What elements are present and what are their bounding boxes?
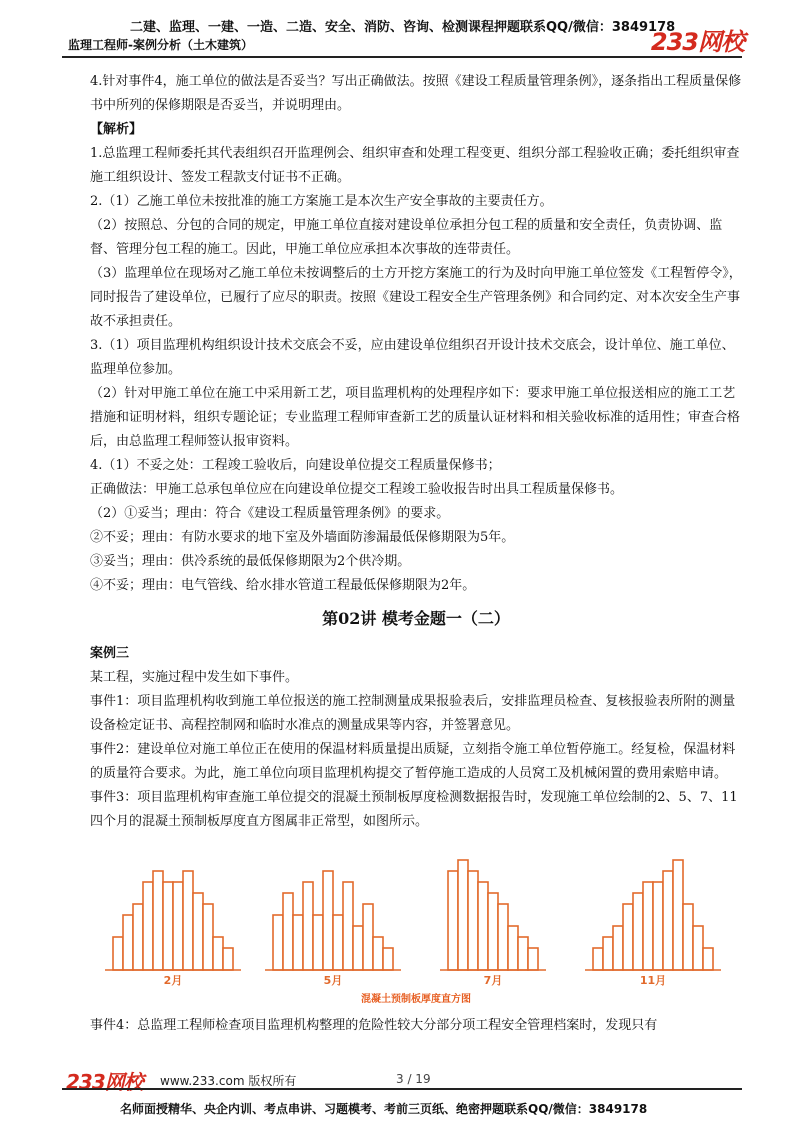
histogram-month-label: 11月 <box>639 974 667 987</box>
histogram-bar <box>593 948 603 970</box>
case-intro: 某工程，实施过程中发生如下事件。 <box>90 670 299 685</box>
event-1: 事件1：项目监理机构收到施工单位报送的施工控制测量成果报验表后，安排监理员检查、复核报验表所附的测量设备检定证书、高程控制网和临时水准点的测量成果等内容，并签署意见。 <box>90 694 736 733</box>
histogram-bar <box>383 948 393 970</box>
histogram-month-label: 5月 <box>323 974 343 987</box>
histogram-bar <box>353 926 363 970</box>
histogram-bar <box>488 893 498 970</box>
histogram-bar <box>643 882 653 970</box>
histogram-month-label: 2月 <box>163 974 183 987</box>
histogram-bar <box>373 937 383 970</box>
histogram-bar <box>313 915 323 970</box>
answer-4-5: ③妥当；理由：供冷系统的最低保修期限为2个供冷期。 <box>90 554 411 569</box>
histogram-bar <box>323 871 333 970</box>
event-2: 事件2：建设单位对施工单位正在使用的保温材料质量提出质疑，立刻指令施工单位暂停施工。经复检，保温材料的质量符合要求。为此，施工单位向项目监理机构提交了暂停施工造成的人员窝工及机械闲置的费用索赔申请。 <box>90 742 736 781</box>
page-number: 3 / 19 <box>396 1072 431 1086</box>
histogram-bar <box>333 915 343 970</box>
histogram-chart <box>90 838 742 988</box>
histogram-bar <box>123 915 133 970</box>
histogram-bar <box>203 904 213 970</box>
document-body <box>90 70 742 1038</box>
footer-bottom-line: 名师面授精华、央企内训、考点串讲、习题模考、考前三页纸、绝密押题联系QQ/微信：3849178 <box>120 1102 648 1116</box>
histogram-bar <box>193 893 203 970</box>
analysis-heading: 【解析】 <box>90 122 143 137</box>
histogram-bar <box>223 948 233 970</box>
histogram-figure <box>90 838 742 1008</box>
header-top-line: 二建、监理、一建、一造、二造、安全、消防、咨询、检测课程押题联系QQ/微信：3849178 <box>130 20 676 35</box>
histogram-bar <box>633 893 643 970</box>
histogram-bar <box>683 904 693 970</box>
answer-4-2: 正确做法：甲施工总承包单位应在向建设单位提交工程竣工验收报告时出具工程质量保修书。 <box>90 482 624 497</box>
histogram-bar <box>498 904 508 970</box>
histogram-bar <box>293 915 303 970</box>
histogram-bar <box>283 893 293 970</box>
footer-copyright: www.233.com 版权所有 <box>160 1074 297 1088</box>
histogram-bar <box>653 882 663 970</box>
histogram-bar <box>273 915 283 970</box>
answer-3-2: （2）针对甲施工单位在施工中采用新工艺，项目监理机构的处理程序如下：要求甲施工单位报送相应的施工工艺措施和证明材料，组织专题论证；专业监理工程师审查新工艺的质量认证材料和相关验收标准的适用性；审查合格后，由总监理工程师签认报审资料。 <box>90 386 741 449</box>
histogram-bar <box>508 926 518 970</box>
question-4: 4.针对事件4，施工单位的做法是否妥当？写出正确做法。按照《建设工程质量管理条例》，逐条指出工程质量保修书中所列的保修期限是否妥当，并说明理由。 <box>90 74 742 113</box>
histogram-bar <box>143 882 153 970</box>
answer-3-1: 3.（1）项目监理机构组织设计技术交底会不妥，应由建设单位组织召开设计技术交底会，设计单位、施工单位、监理单位参加。 <box>90 338 735 377</box>
histogram-month-label: 7月 <box>483 974 503 987</box>
histogram-bar <box>343 882 353 970</box>
answer-4-3: （2）①妥当；理由：符合《建设工程质量管理条例》的要求。 <box>90 506 450 521</box>
histogram-bar <box>163 882 173 970</box>
header-subtitle: 监理工程师-案例分析（土木建筑） <box>68 38 253 52</box>
histogram-bar <box>173 882 183 970</box>
histogram-bar <box>183 871 193 970</box>
answer-2-3: （3）监理单位在现场对乙施工单位未按调整后的土方开挖方案施工的行为及时向甲施工单位签发《工程暂停令》，同时报告了建设单位，已履行了应尽的职责。按照《建设工程安全生产管理条例》和合同约定、对本次安全生产事故不承担责任。 <box>90 266 742 329</box>
event-4: 事件4：总监理工程师检查项目监理机构整理的危险性较大分部分项工程安全管理档案时，发现只有 <box>90 1018 658 1033</box>
answer-4-4: ②不妥；理由：有防水要求的地下室及外墙面防渗漏最低保修期限为5年。 <box>90 530 515 545</box>
case-title: 案例三 <box>90 646 130 661</box>
histogram-bar <box>518 937 528 970</box>
histogram-bar <box>468 871 478 970</box>
histogram-bar <box>478 882 488 970</box>
histogram-bar <box>673 860 683 970</box>
footer-rule <box>62 1088 742 1090</box>
figure-caption: 混凝土预制板厚度直方图 <box>361 994 471 1005</box>
histogram-bar <box>153 871 163 970</box>
answer-4-6: ④不妥；理由：电气管线、给水排水管道工程最低保修期限为2年。 <box>90 578 476 593</box>
histogram-bar <box>623 904 633 970</box>
histogram-panel-1 <box>265 871 401 987</box>
histogram-panel-3 <box>585 860 721 987</box>
histogram-bar <box>603 937 613 970</box>
histogram-bar <box>363 904 373 970</box>
histogram-bar <box>213 937 223 970</box>
event-3: 事件3：项目监理机构审查施工单位提交的混凝土预制板厚度检测数据报告时，发现施工单位绘制的2、5、7、11四个月的混凝土预制板厚度直方图属非正常型，如图所示。 <box>90 790 738 829</box>
histogram-bar <box>113 937 123 970</box>
answer-2-1: 2.（1）乙施工单位未按批准的施工方案施工是本次生产安全事故的主要责任方。 <box>90 194 553 209</box>
answer-1: 1.总监理工程师委托其代表组织召开监理例会、组织审查和处理工程变更、组织分部工程验收正确；委托组织审查施工组织设计、签发工程款支付证书不正确。 <box>90 146 740 185</box>
brand-logo: 233网校 <box>650 28 744 56</box>
answer-2-2: （2）按照总、分包的合同的规定，甲施工单位直接对建设单位承担分包工程的质量和安全责任，负责协调、监督、管理分包工程的施工。因此，甲施工单位应承担本次事故的连带责任。 <box>90 218 723 257</box>
header-rule <box>62 56 742 58</box>
histogram-panel-2 <box>440 860 546 987</box>
histogram-bar <box>613 926 623 970</box>
section-title: 第02讲 模考金题一（二） <box>322 609 510 628</box>
histogram-bar <box>133 904 143 970</box>
histogram-bar <box>448 871 458 970</box>
histogram-bar <box>663 871 673 970</box>
histogram-bar <box>528 948 538 970</box>
histogram-bar <box>303 882 313 970</box>
footer-logo: 233网校 <box>66 1070 143 1094</box>
histogram-panel-0 <box>105 871 241 987</box>
histogram-bar <box>458 860 468 970</box>
answer-4-1: 4.（1）不妥之处：工程竣工验收后，向建设单位提交工程质量保修书； <box>90 458 501 473</box>
histogram-bar <box>703 948 713 970</box>
histogram-bar <box>693 926 703 970</box>
